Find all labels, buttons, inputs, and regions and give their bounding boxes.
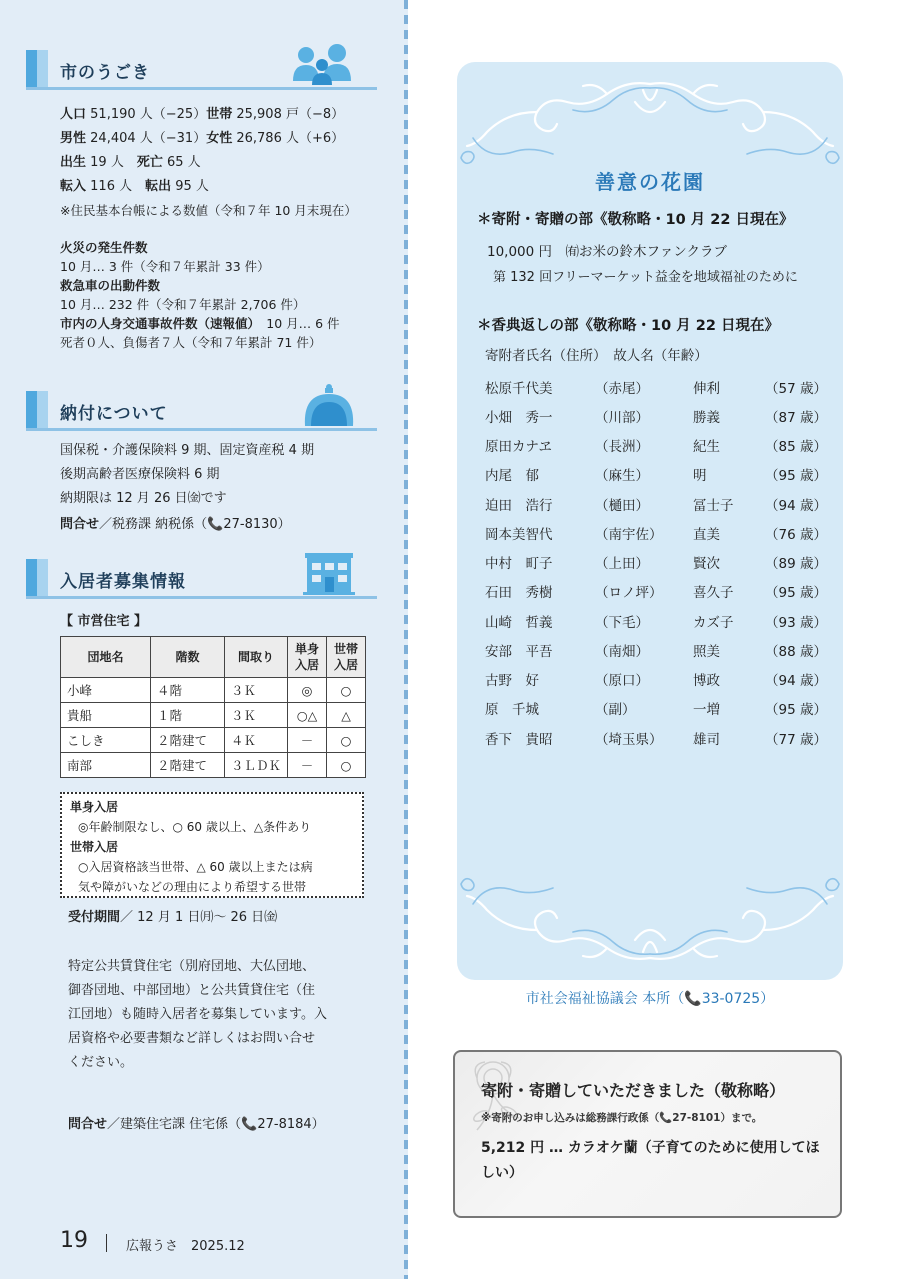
housing-note-box (60, 792, 364, 898)
note-single-text: ◎年齢制限なし、○ 60 歳以上、△条件あり (78, 820, 312, 834)
table-row: 南部 ２階建て ３ＬＤＫ － ○ (61, 753, 366, 778)
phone-icon: 📞 (684, 991, 702, 1007)
phone-icon: 📞 (659, 1112, 673, 1124)
city-section-header (26, 50, 377, 90)
payment-section-title: 納付について (60, 404, 168, 424)
table-row: 貴船 １階 ３Ｋ ○△ △ (61, 703, 366, 728)
traffic-value: 死者０人、負傷者７人（令和７年累計 71 件） (60, 335, 322, 350)
donation-box-title: 寄附・寄贈していただきました（敬称略） (481, 1081, 786, 1100)
reception-period: 受付期間／ 12 月 1 日㈪～ 26 日㈮ (68, 910, 278, 925)
col-header-family: 世帯 入居 (327, 637, 366, 678)
kouden-heading: ＊香典返しの部《敬称略・10 月 22 日現在》 (477, 318, 779, 334)
people-icon (291, 41, 357, 87)
coin-purse-icon (301, 382, 357, 428)
municipal-housing-label: 【 市営住宅 】 (60, 614, 148, 629)
gender-line: 男性 24,404 人（−31）女性 26,786 人（+6） (60, 131, 345, 146)
move-line: 転入 116 人 転出 95 人 (60, 179, 209, 194)
publication-label: 広報うさ 2025.12 (126, 1239, 245, 1254)
col-header-floors: 階数 (151, 637, 225, 678)
city-section-title: 市のうごき (60, 63, 150, 83)
payment-section-header (26, 391, 377, 431)
birth-death-line: 出生 19 人 死亡 65 人 (60, 155, 201, 170)
housing-desc-5: ください。 (68, 1055, 134, 1070)
housing-desc-3: 江団地）も随時入居者を募集しています。入 (68, 1007, 327, 1022)
garden-title: 善意の花園 (595, 170, 705, 194)
payment-line-2: 後期高齢者医療保険料 6 期 (60, 467, 220, 482)
apartment-building-icon (301, 550, 357, 596)
housing-section-title: 入居者募集情報 (60, 572, 186, 592)
payment-line-1: 国保税・介護保険料 9 期、固定資産税 4 期 (60, 443, 315, 458)
top-ornament-icon (457, 72, 843, 168)
donation-box-item: 5,212 円 … カラオケ蘭（子育てのために使用してほしい） (481, 1140, 820, 1181)
kouden-columns: 寄附者氏名（住所） 故人名（年齢） (485, 348, 708, 364)
housing-desc-4: 居資格や必要書類など詳しくはお問い合せ (68, 1031, 316, 1046)
note-family-text-1: ○入居資格該当世帯、△ 60 歳以上または病 (78, 860, 313, 874)
header-accent-bar (26, 391, 48, 428)
note-family-text-2: 気や障がいなどの理由により希望する世帯 (78, 880, 307, 894)
bottom-ornament-icon (457, 874, 843, 970)
donation-heading: ＊寄附・寄贈の部《敬称略・10 月 22 日現在》 (477, 212, 794, 228)
goodwill-garden-panel: 善意の花園 ＊寄附・寄贈の部《敬称略・10 月 22 日現在》 10,000 円 ㈲お米の鈴木ファンクラブ 第 132 回フリーマーケット益金を地域福祉のために ＊香典返しの部《敬称略・10 月 22 日現在》 寄附者氏名（住所） 故人名（年齢） 松原千代美 （赤尾） 伸利 （57 歳） 小畑 秀一 （川部） 勝義 （87 歳） 原田カナヱ （長洲） 紀生 （85 歳） 内尾 郁 （麻生） 明 （95 歳） 迫田 浩行 （樋田） 冨士子 （94 歳） 岡本美智代 （南宇佐） 直美 （76 歳） 中村 町子 （上田） 賢次 （89 歳） 石田 秀樹 （ロノ坪） 喜久子 （95 歳） 山崎 哲義 （下毛） カズ子 （93 歳） 安部 平吾 （南畑） 照美 （88 歳） 古野 好 （原口） 博政 （94 歳） 原 千城 （副） 一増 （95 歳） 香下 貴昭 （埼玉県） 雄司 （77 歳） (457, 62, 843, 980)
page-number: 19 (60, 1228, 88, 1253)
col-header-single: 単身 入居 (288, 637, 327, 678)
registry-note: ※住民基本台帳による数値（令和７年 10 月末現在） (60, 203, 357, 218)
payment-line-3: 納期限は 12 月 26 日㈮です (60, 491, 227, 506)
left-column (0, 0, 408, 1279)
header-accent-bar (26, 50, 48, 87)
fire-label: 火災の発生件数 (60, 240, 148, 255)
housing-section-header (26, 559, 377, 599)
table-header-row (61, 637, 366, 678)
ambulance-label: 救急車の出動件数 (60, 278, 161, 293)
welfare-council-contact: 市社会福祉協議会 本所（📞33-0725） (525, 991, 775, 1007)
housing-contact: 問合せ／建築住宅課 住宅係（📞27-8184） (68, 1117, 325, 1132)
phone-icon: 📞 (207, 517, 224, 532)
footer-divider (106, 1234, 107, 1252)
note-single-title: 単身入居 (70, 800, 119, 814)
ambulance-value: 10 月… 232 件（令和７年累計 2,706 件） (60, 297, 306, 312)
col-header-layout: 間取り (225, 637, 288, 678)
traffic-line: 市内の人身交通事故件数（速報値） 10 月… 6 件 (60, 316, 340, 331)
table-row: 小峰 ４階 ３Ｋ ◎ ○ (61, 678, 366, 703)
donation-line-1: 10,000 円 ㈲お米の鈴木ファンクラブ (487, 244, 727, 260)
col-header-complex: 団地名 (61, 637, 151, 678)
population-line: 人口 51,190 人（−25）世帯 25,908 戸（−8） (60, 107, 345, 122)
donation-thanks-box (453, 1050, 842, 1218)
housing-desc-1: 特定公共賃貸住宅（別府団地、大仏団地、 (68, 959, 316, 974)
donation-box-note: ※寄附のお申し込みは総務課行政係（📞27-8101）まで。 (481, 1112, 763, 1124)
header-accent-bar (26, 559, 48, 596)
payment-contact: 問合せ／税務課 納税係（📞27-8130） (60, 517, 291, 532)
fire-value: 10 月… 3 件（令和７年累計 33 件） (60, 259, 270, 274)
housing-table (60, 636, 366, 778)
table-row: こしき ２階建て ４Ｋ － ○ (61, 728, 366, 753)
note-family-title: 世帯入居 (70, 840, 119, 854)
housing-desc-2: 御沓団地、中部団地）と公共賃貸住宅（住 (68, 983, 316, 998)
phone-icon: 📞 (241, 1117, 258, 1132)
donation-line-2: 第 132 回フリーマーケット益金を地域福祉のために (493, 270, 798, 285)
